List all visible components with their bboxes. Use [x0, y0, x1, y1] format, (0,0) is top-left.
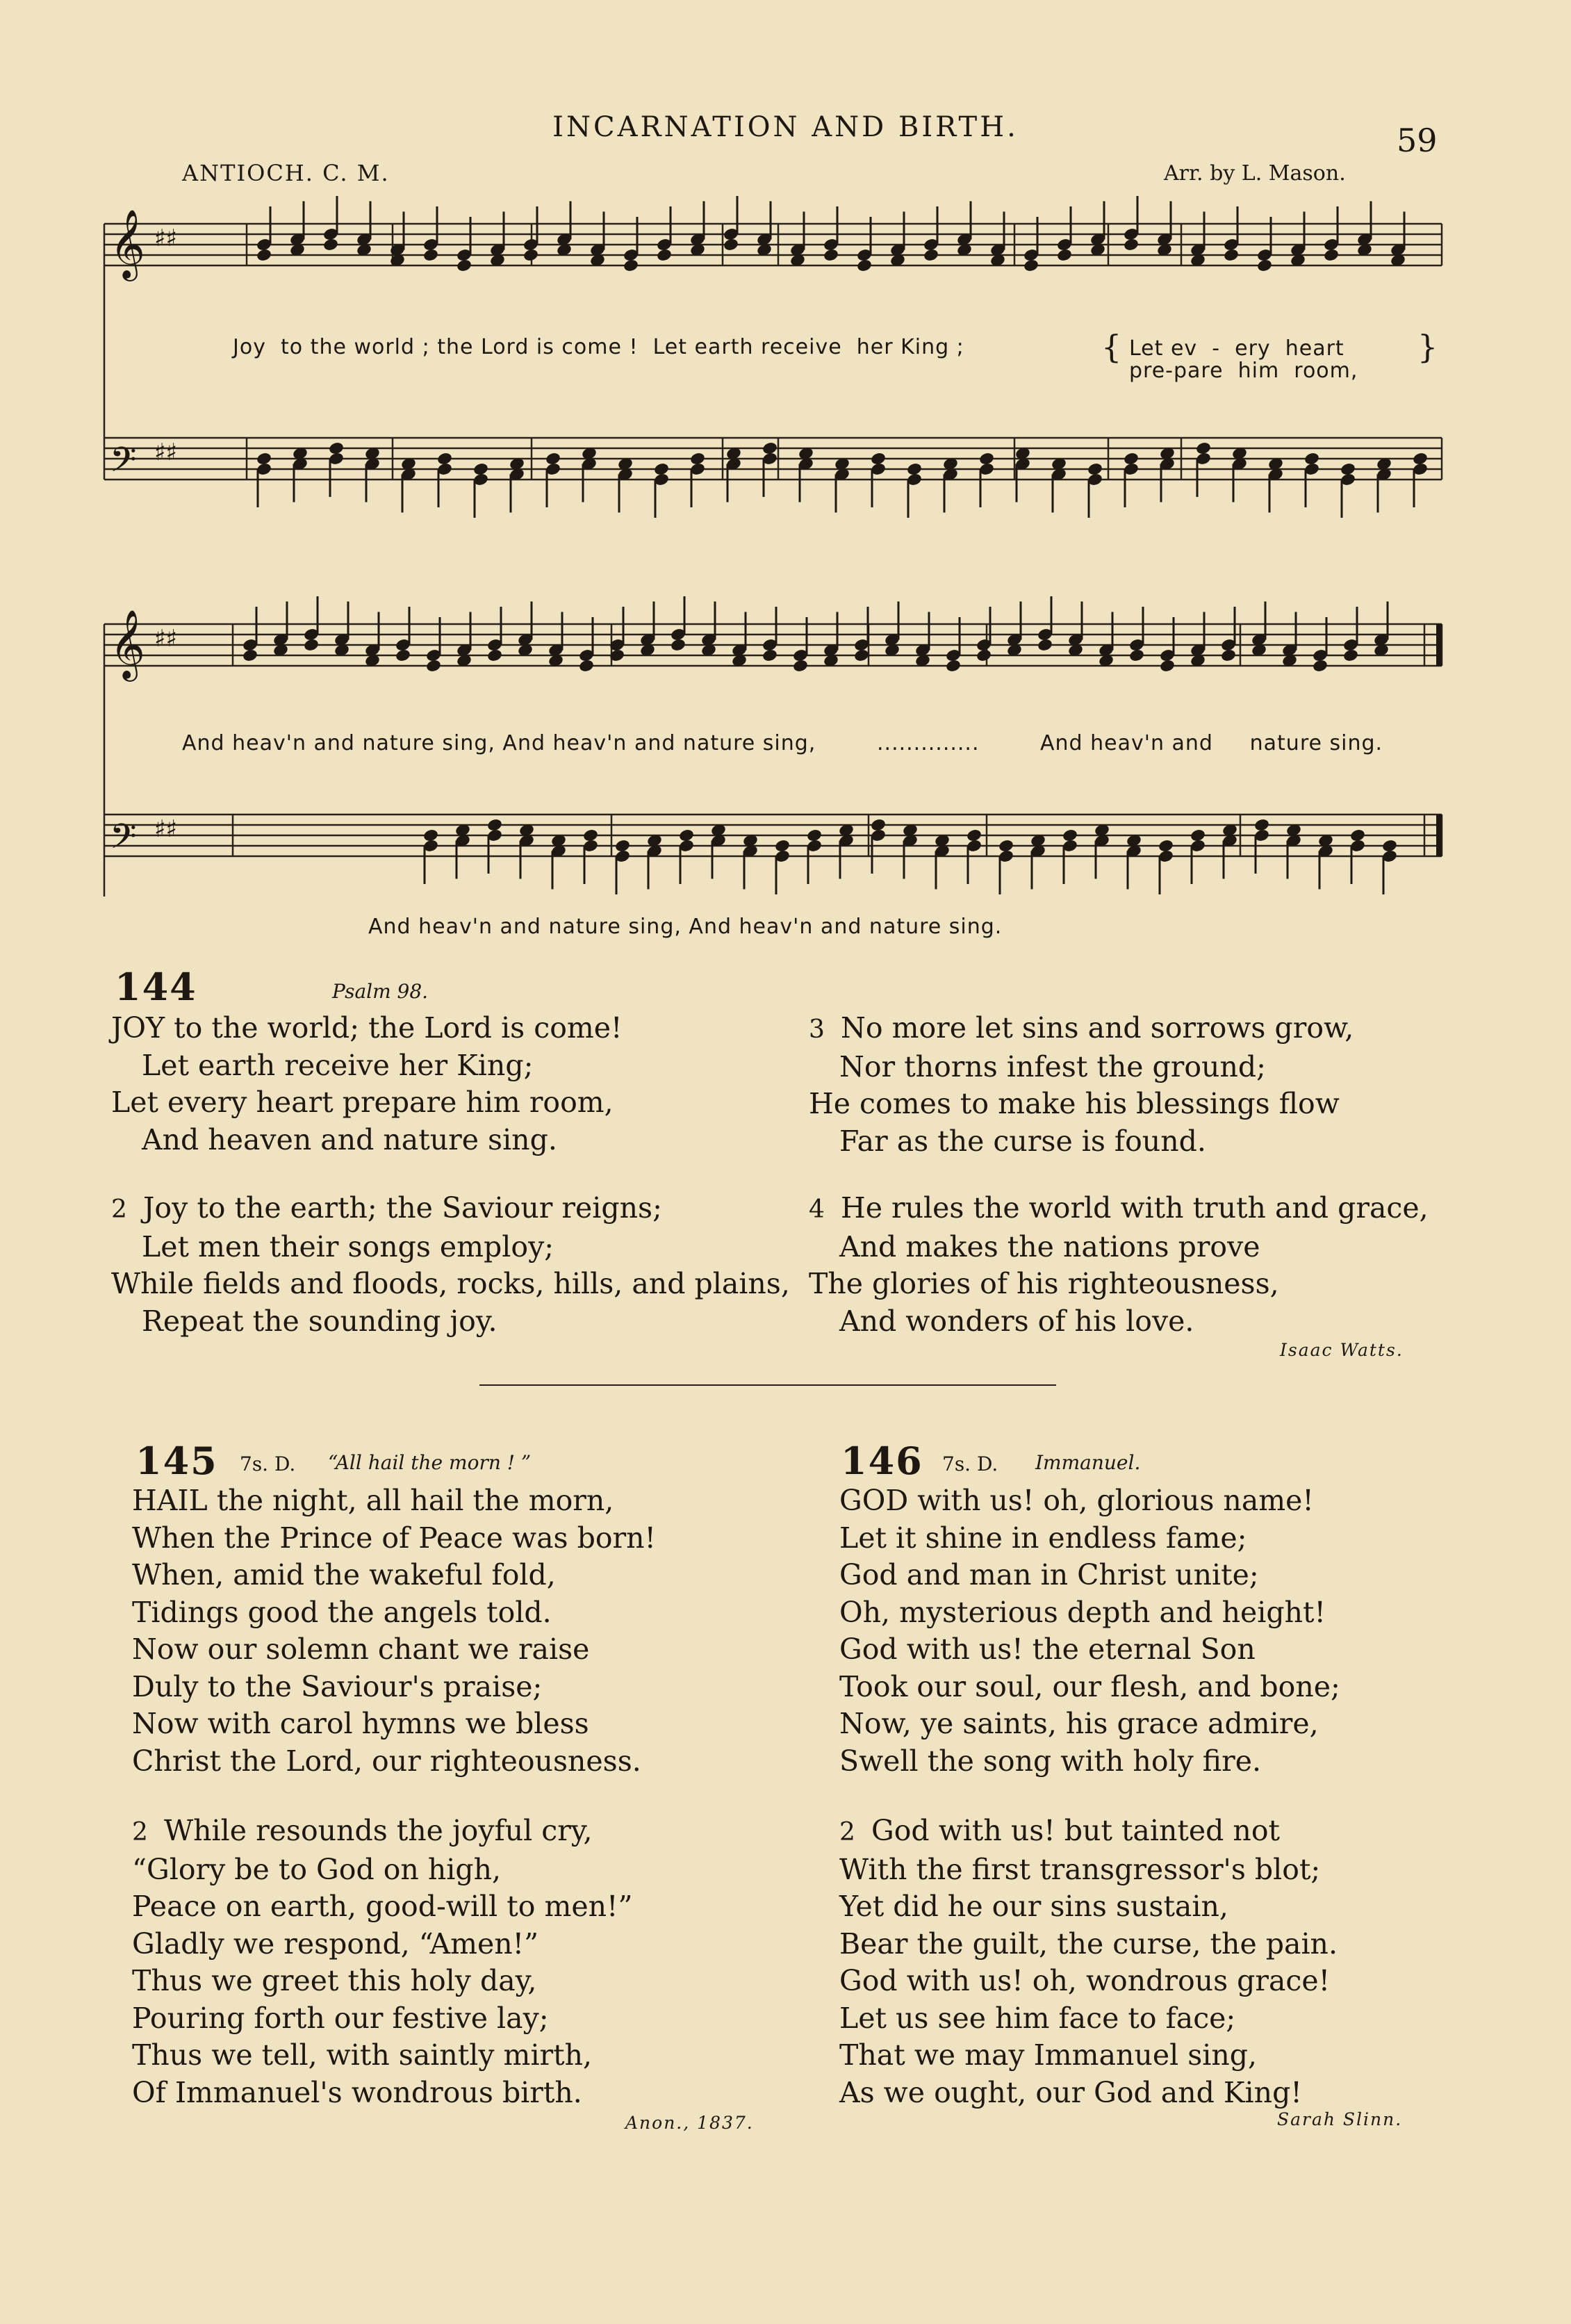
note-head [656, 248, 673, 263]
system1-lyric-alt-bottom: pre-pare him room, [1129, 359, 1358, 383]
note-head [670, 638, 686, 653]
verse-line: Thus we greet this holy day, [132, 1964, 537, 1997]
note-head [456, 259, 472, 273]
note-head [523, 248, 539, 263]
verse-line: Pouring forth our festive lay; [132, 2001, 549, 2035]
system2-lyric-top-a: And heav'n and nature sing, And heav'n and nature sing, [182, 731, 816, 755]
hymn-145-verse-2 [132, 1812, 632, 2111]
tune-name: ANTIOCH. C. M. [182, 160, 390, 186]
verse-number: 2 [839, 1818, 855, 1847]
verse-line: Bear the guilt, the curse, the pain. [839, 1926, 1338, 1961]
verse-line: God with us! oh, wondrous grace! [839, 1964, 1331, 1997]
note-head [1323, 248, 1340, 263]
note-head [792, 659, 809, 673]
verse-number: 3 [809, 1015, 825, 1044]
music-score [0, 0, 1571, 945]
verse-line: As we ought, our God and King! [839, 2075, 1302, 2109]
verse-line: Let men their songs employ; [142, 1229, 554, 1263]
system2-lyric-bottom: And heav'n and nature sing, And heav'n and nature sing. [368, 915, 1003, 939]
verse-line: Yet did he our sins sustain, [839, 1890, 1228, 1923]
note-head [1312, 659, 1329, 673]
verse-line: Swell the song with holy fire. [839, 1744, 1262, 1778]
hymn-146-meter: 7s. D. [942, 1452, 998, 1475]
verse-line: That we may Immanuel sing, [839, 2038, 1258, 2072]
note-head [422, 248, 439, 263]
system2-lyric-dots: .............. [877, 731, 980, 755]
note-head [1220, 648, 1237, 663]
hymn-145-title: “All hail the morn ! ” [328, 1451, 532, 1474]
note-head [1223, 248, 1240, 263]
hymn-146-number: 146 [841, 1439, 923, 1483]
verse-line: Thus we tell, with saintly mirth, [132, 2038, 593, 2072]
hymn-146-verse-1 [839, 1482, 1340, 1780]
key-signature: ♯♯ [154, 224, 177, 252]
hymn-144-verse-1 [111, 1010, 623, 1159]
verse-line: When the Prince of Peace was born! [132, 1521, 657, 1555]
verse-line: Let earth receive her King; [142, 1048, 534, 1082]
verse-line: Nor thorns infest the ground; [839, 1049, 1266, 1083]
note-head [853, 648, 870, 663]
verse-line: And heaven and nature sing. [142, 1122, 557, 1156]
bass-clef: 𝄢 [110, 440, 137, 489]
verse-line: And wonders of his love. [839, 1304, 1194, 1338]
note-head [486, 648, 503, 663]
tune-arranger: Arr. by L. Mason. [1164, 161, 1346, 186]
clefs-and-keys [110, 209, 177, 865]
lyric-brace-left: { [1101, 328, 1122, 366]
key-signature: ♯♯ [154, 815, 177, 843]
verse-line: God and man in Christ unite; [839, 1558, 1259, 1591]
treble-clef: 𝄞 [110, 609, 145, 679]
note-head [945, 659, 962, 673]
note-head [976, 648, 992, 663]
verse-line: While resounds the joyful cry, [164, 1814, 593, 1847]
page-number: 59 [1397, 122, 1438, 159]
note-head [723, 238, 739, 252]
staff-lines [104, 224, 1442, 897]
note-head [322, 238, 339, 252]
verse-number: 2 [111, 1195, 127, 1224]
hymn-144-number: 144 [115, 965, 197, 1009]
hymn-144-source: Psalm 98. [332, 980, 429, 1003]
note-head [1342, 648, 1359, 663]
note-head [1056, 248, 1073, 263]
verse-line: Tidings good the angels told. [132, 1595, 552, 1629]
hymn-145-meter: 7s. D. [240, 1452, 296, 1475]
verse-line: Duly to the Saviour's praise; [132, 1669, 543, 1703]
note-head [1023, 259, 1039, 273]
verse-line: Joy to the earth; the Saviour reigns; [143, 1191, 662, 1225]
system2-lyric-top-b: And heav'n and nature sing. [1040, 731, 1383, 755]
verse-line: “Glory be to God on high, [132, 1852, 502, 1886]
verse-line: Of Immanuel's wondrous birth. [132, 2075, 582, 2109]
key-signature: ♯♯ [154, 439, 177, 466]
verse-number: 4 [809, 1195, 825, 1224]
note-head [425, 659, 442, 673]
hymn-144-verse-3 [809, 1010, 1354, 1160]
note-head [303, 638, 320, 653]
verse-line: When, amid the wakeful fold, [132, 1558, 556, 1591]
verse-line: Let it shine in endless fame; [839, 1521, 1247, 1555]
verse-line: Took our soul, our flesh, and bone; [839, 1669, 1340, 1703]
system1-lyric-alt-top: Let ev - ery heart [1129, 336, 1344, 361]
note-head [1159, 659, 1176, 673]
verse-line: With the first transgressor's blot; [839, 1852, 1321, 1886]
hymn-146-author: Sarah Slinn. [1277, 2109, 1403, 2129]
verse-line: Christ the Lord, our righteousness. [132, 1744, 641, 1778]
verse-line: The glories of his righteousness, [809, 1267, 1279, 1300]
note-head [1256, 259, 1273, 273]
hymn-144-verse-4 [809, 1190, 1429, 1340]
treble-clef: 𝄞 [110, 209, 145, 279]
note-head [1123, 238, 1140, 252]
verse-line: God with us! the eternal Son [839, 1632, 1256, 1666]
note-head [242, 648, 258, 663]
verse-line: Let every heart prepare him room, [111, 1086, 614, 1119]
note-head [823, 248, 839, 263]
note-head [856, 259, 873, 273]
verse-line: Now, ye saints, his grace admire, [839, 1707, 1319, 1740]
note-head [623, 259, 639, 273]
verse-line: Oh, mysterious depth and height! [839, 1595, 1326, 1629]
note-head [762, 648, 778, 663]
bass-clef: 𝄢 [110, 817, 137, 865]
note-stems [256, 196, 1414, 894]
key-signature: ♯♯ [154, 625, 177, 653]
note-head [1037, 638, 1053, 653]
verse-line: Gladly we respond, “Amen!” [132, 1926, 539, 1961]
final-barline [1436, 815, 1442, 856]
verse-line: Now our solemn chant we raise [132, 1632, 590, 1666]
hymn-146-title: Immanuel. [1035, 1451, 1141, 1474]
note-head [923, 248, 939, 263]
hymn-144-author: Isaac Watts. [1280, 1340, 1404, 1360]
running-head: INCARNATION AND BIRTH. [552, 111, 1019, 143]
verse-line: GOD with us! oh, glorious name! [839, 1484, 1314, 1517]
verse-line: Far as the curse is found. [839, 1124, 1206, 1158]
hymn-146-verse-2 [839, 1812, 1338, 2111]
note-head [395, 648, 411, 663]
note-head [578, 659, 595, 673]
verse-line: JOY to the world; the Lord is come! [111, 1011, 623, 1045]
verse-line: Repeat the sounding joy. [142, 1304, 497, 1338]
verse-line: He comes to make his blessings flow [809, 1087, 1340, 1120]
verse-line: Peace on earth, good-will to men!” [132, 1890, 633, 1923]
final-barline [1436, 624, 1442, 666]
lyric-brace-right: } [1417, 328, 1438, 366]
verse-line: He rules the world with truth and grace, [841, 1191, 1429, 1225]
verse-line: HAIL the night, all hail the morn, [132, 1484, 614, 1517]
verse-line: Now with carol hymns we bless [132, 1707, 589, 1740]
hymn-145-author: Anon., 1837. [625, 2113, 754, 2133]
verse-line: Let us see him face to face; [839, 2001, 1236, 2035]
verse-line: God with us! but tainted not [871, 1814, 1280, 1847]
hymn-145-number: 145 [135, 1439, 218, 1483]
system1-lyric: Joy to the world ; the Lord is come ! Let earth receive her King ; [233, 335, 964, 359]
note-head [256, 248, 272, 263]
section-divider [479, 1384, 1056, 1386]
verse-line: While fields and floods, rocks, hills, and plains, [111, 1267, 790, 1300]
hymn-144-verse-2 [111, 1190, 790, 1340]
note-head [1128, 648, 1145, 663]
verse-line: No more let sins and sorrows grow, [841, 1011, 1354, 1045]
verse-number: 2 [132, 1818, 148, 1847]
verse-line: And makes the nations prove [839, 1229, 1260, 1263]
hymn-145-verse-1 [132, 1482, 656, 1780]
note-heads [242, 227, 1442, 864]
